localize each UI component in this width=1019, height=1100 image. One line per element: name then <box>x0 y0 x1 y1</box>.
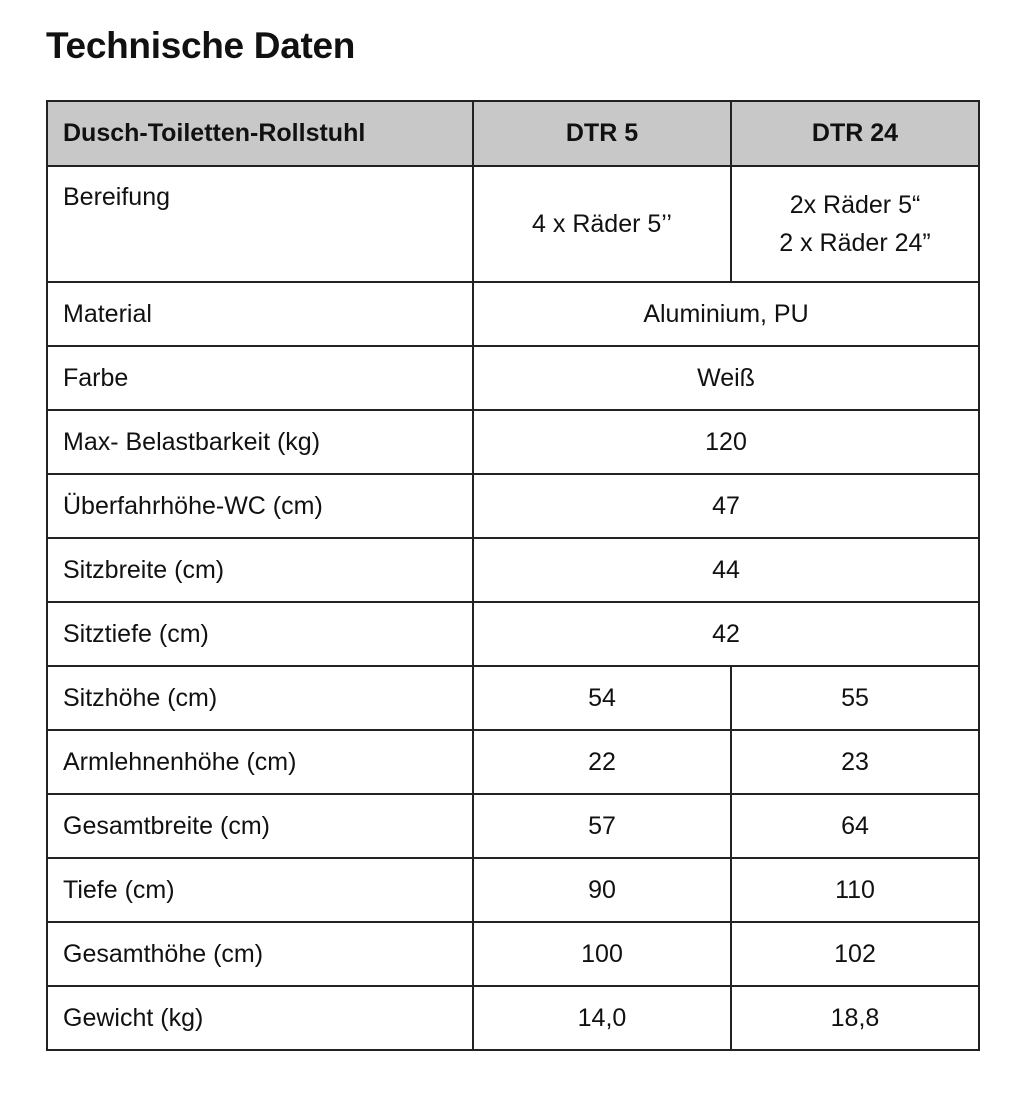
table-row <box>47 922 979 986</box>
row-label: Bereifung <box>47 166 473 282</box>
cell-dtr24: 110 <box>731 858 979 922</box>
cell-shared: 44 <box>473 538 979 602</box>
cell-shared: Aluminium, PU <box>473 282 979 346</box>
cell-shared: 47 <box>473 474 979 538</box>
cell-dtr5: 4 x Räder 5’’ <box>473 166 731 282</box>
table-row <box>47 282 979 346</box>
cell-dtr24: 102 <box>731 922 979 986</box>
table-row <box>47 346 979 410</box>
row-label: Material <box>47 282 473 346</box>
cell-dtr24-line2: 2 x Räder 24” <box>779 229 931 257</box>
row-label: Sitzhöhe (cm) <box>47 666 473 730</box>
cell-dtr24: 18,8 <box>731 986 979 1050</box>
row-label: Gesamtbreite (cm) <box>47 794 473 858</box>
spec-table <box>46 100 980 1051</box>
cell-dtr24 <box>731 166 979 282</box>
cell-dtr5: 100 <box>473 922 731 986</box>
row-label: Gesamthöhe (cm) <box>47 922 473 986</box>
column-header-dtr5: DTR 5 <box>473 101 731 166</box>
table-row <box>47 858 979 922</box>
cell-dtr24: 23 <box>731 730 979 794</box>
table-row <box>47 166 979 282</box>
table-row <box>47 538 979 602</box>
column-header-product: Dusch-Toiletten-Rollstuhl <box>47 101 473 166</box>
table-row <box>47 410 979 474</box>
table-row <box>47 794 979 858</box>
row-label: Max- Belastbarkeit (kg) <box>47 410 473 474</box>
row-label: Überfahrhöhe-WC (cm) <box>47 474 473 538</box>
table-row <box>47 730 979 794</box>
cell-dtr5: 90 <box>473 858 731 922</box>
page-title: Technische Daten <box>46 25 356 66</box>
table-header-row <box>47 101 979 166</box>
table-row <box>47 666 979 730</box>
row-label: Sitztiefe (cm) <box>47 602 473 666</box>
cell-dtr5: 14,0 <box>473 986 731 1050</box>
cell-dtr5: 22 <box>473 730 731 794</box>
cell-dtr5: 54 <box>473 666 731 730</box>
row-label: Farbe <box>47 346 473 410</box>
row-label: Armlehnenhöhe (cm) <box>47 730 473 794</box>
row-label: Gewicht (kg) <box>47 986 473 1050</box>
cell-shared: Weiß <box>473 346 979 410</box>
cell-shared: 42 <box>473 602 979 666</box>
column-header-dtr24: DTR 24 <box>731 101 979 166</box>
cell-dtr5: 57 <box>473 794 731 858</box>
row-label: Sitzbreite (cm) <box>47 538 473 602</box>
table-row <box>47 602 979 666</box>
table-row <box>47 474 979 538</box>
row-label: Tiefe (cm) <box>47 858 473 922</box>
table-row <box>47 986 979 1050</box>
cell-shared: 120 <box>473 410 979 474</box>
cell-dtr24-line1: 2x Räder 5“ <box>789 191 921 219</box>
cell-dtr24: 64 <box>731 794 979 858</box>
cell-dtr24: 55 <box>731 666 979 730</box>
